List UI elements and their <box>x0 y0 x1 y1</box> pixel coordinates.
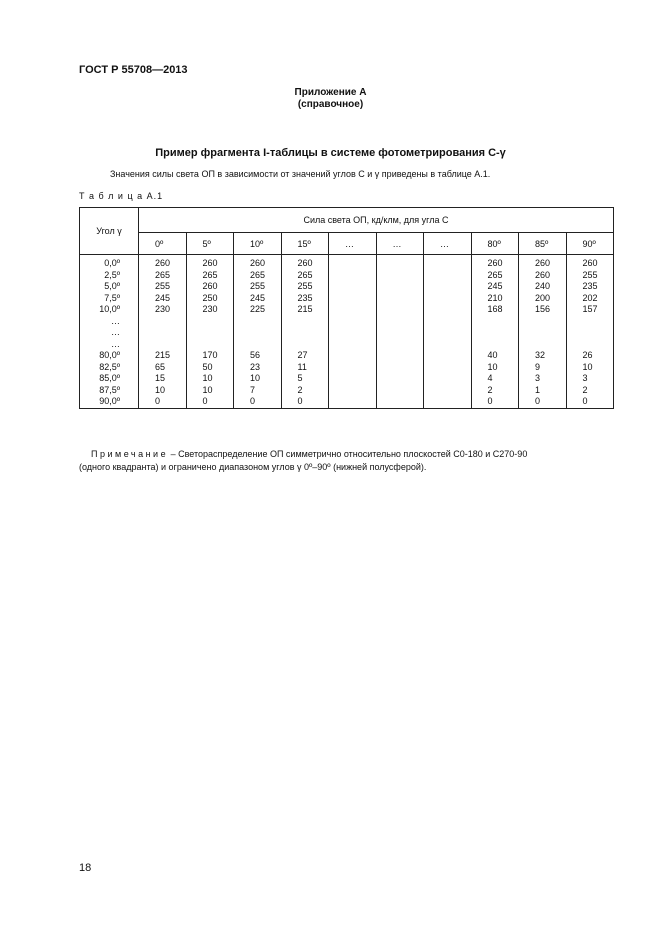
angle-header: Угол γ <box>80 208 139 255</box>
table-cell <box>519 327 567 339</box>
table-cell: 40 <box>471 350 519 362</box>
table-cell <box>424 385 472 397</box>
table-cell <box>424 281 472 293</box>
table-cell <box>329 396 377 408</box>
table-cell <box>566 327 614 339</box>
table-cell: 3 <box>566 373 614 385</box>
table-cell: 245 <box>471 281 519 293</box>
table-row <box>80 304 614 316</box>
table-cell: 245 <box>234 293 282 305</box>
example-title: Пример фрагмента I-таблицы в системе фотометрирования C-γ <box>155 147 506 159</box>
row-angle: 7,5º <box>80 293 139 305</box>
c-angle-header: 0º <box>139 233 187 255</box>
table-row <box>80 385 614 397</box>
table-cell <box>139 327 187 339</box>
table-cell <box>471 339 519 351</box>
table-cell: 168 <box>471 304 519 316</box>
table-cell: 260 <box>186 255 234 270</box>
page-number: 18 <box>79 862 92 874</box>
table-cell <box>329 293 377 305</box>
intensity-table <box>79 207 614 409</box>
table-cell <box>519 316 567 328</box>
table-cell: 65 <box>139 362 187 374</box>
table-row <box>80 350 614 362</box>
table-cell: 50 <box>186 362 234 374</box>
table-cell <box>234 316 282 328</box>
table-cell: 0 <box>186 396 234 408</box>
table-note <box>79 448 599 474</box>
c-angle-header: 90º <box>566 233 614 255</box>
table-cell <box>376 362 424 374</box>
table-cell: 265 <box>281 270 329 282</box>
row-angle: 85,0º <box>80 373 139 385</box>
table-cell: 225 <box>234 304 282 316</box>
table-cell <box>329 350 377 362</box>
table-cell <box>281 327 329 339</box>
table-cell: 23 <box>234 362 282 374</box>
table-description: Значения силы света ОП в зависимости от значений углов C и γ приведены в таблице А.1. <box>110 169 491 179</box>
table-cell <box>376 385 424 397</box>
table-cell: 245 <box>139 293 187 305</box>
table-row <box>80 362 614 374</box>
table-cell: 170 <box>186 350 234 362</box>
table-cell <box>424 293 472 305</box>
table-cell: 250 <box>186 293 234 305</box>
table-cell: 265 <box>186 270 234 282</box>
table-cell <box>329 339 377 351</box>
table-cell <box>424 339 472 351</box>
document-id: ГОСТ Р 55708—2013 <box>79 64 188 76</box>
table-cell <box>471 316 519 328</box>
table-cell: 215 <box>281 304 329 316</box>
table-cell <box>329 270 377 282</box>
table-row <box>80 281 614 293</box>
table-cell <box>329 304 377 316</box>
table-cell: 265 <box>139 270 187 282</box>
table-cell: 255 <box>139 281 187 293</box>
table-cell <box>329 255 377 270</box>
table-cell: 215 <box>139 350 187 362</box>
table-cell: 260 <box>566 255 614 270</box>
table-cell <box>376 270 424 282</box>
row-angle: … <box>80 316 139 328</box>
table-cell: 0 <box>234 396 282 408</box>
table-cell <box>329 316 377 328</box>
table-cell: 260 <box>471 255 519 270</box>
table-cell <box>376 304 424 316</box>
table-cell: 0 <box>519 396 567 408</box>
row-angle: 80,0º <box>80 350 139 362</box>
table-cell <box>329 362 377 374</box>
table-cell: 200 <box>519 293 567 305</box>
table-cell <box>424 304 472 316</box>
table-row <box>80 373 614 385</box>
table-cell: 2 <box>471 385 519 397</box>
table-cell: 7 <box>234 385 282 397</box>
row-angle: 87,5º <box>80 385 139 397</box>
row-angle: 5,0º <box>80 281 139 293</box>
table-cell <box>186 316 234 328</box>
table-cell <box>186 327 234 339</box>
table-row <box>80 396 614 408</box>
table-cell: 210 <box>471 293 519 305</box>
table-cell: 255 <box>234 281 282 293</box>
row-angle: … <box>80 327 139 339</box>
table-cell: 230 <box>186 304 234 316</box>
row-angle: 10,0º <box>80 304 139 316</box>
table-cell: 235 <box>281 293 329 305</box>
annex-subtitle: (справочное) <box>297 99 364 110</box>
table-cell: 10 <box>566 362 614 374</box>
table-cell <box>424 373 472 385</box>
table-cell: 2 <box>566 385 614 397</box>
row-angle: … <box>80 339 139 351</box>
c-angle-header: … <box>424 233 472 255</box>
c-angle-header: 10º <box>234 233 282 255</box>
table-cell <box>234 339 282 351</box>
table-cell: 240 <box>519 281 567 293</box>
table-cell <box>519 339 567 351</box>
table-cell: 157 <box>566 304 614 316</box>
table-row <box>80 293 614 305</box>
table-cell <box>376 350 424 362</box>
table-cell <box>139 339 187 351</box>
table-cell: 260 <box>186 281 234 293</box>
table-cell <box>376 293 424 305</box>
table-cell: 9 <box>519 362 567 374</box>
row-angle: 0,0º <box>80 255 139 270</box>
table-cell: 156 <box>519 304 567 316</box>
table-cell: 10 <box>186 385 234 397</box>
table-cell <box>471 327 519 339</box>
c-angle-header: 85º <box>519 233 567 255</box>
table-cell <box>281 316 329 328</box>
table-cell: 255 <box>281 281 329 293</box>
table-cell: 235 <box>566 281 614 293</box>
note-label: Примечание <box>91 449 169 459</box>
table-cell: 2 <box>281 385 329 397</box>
table-row <box>80 339 614 351</box>
table-cell: 10 <box>186 373 234 385</box>
table-cell: 4 <box>471 373 519 385</box>
table-cell: 230 <box>139 304 187 316</box>
table-label: Т а б л и ц а А.1 <box>79 191 164 201</box>
c-angle-header: 15º <box>281 233 329 255</box>
table-row <box>80 327 614 339</box>
table-cell: 260 <box>519 255 567 270</box>
table-cell: 265 <box>234 270 282 282</box>
table-cell: 202 <box>566 293 614 305</box>
table-cell: 265 <box>471 270 519 282</box>
table-cell <box>139 316 187 328</box>
table-cell: 1 <box>519 385 567 397</box>
row-angle: 90,0º <box>80 396 139 408</box>
table-cell: 11 <box>281 362 329 374</box>
note-text-line1: – Светораспределение ОП симметрично относительно плоскостей C0-180 и C270-90 <box>170 449 528 459</box>
table-cell <box>376 373 424 385</box>
table-cell: 27 <box>281 350 329 362</box>
table-cell: 0 <box>566 396 614 408</box>
table-cell: 5 <box>281 373 329 385</box>
c-angle-header: 5º <box>186 233 234 255</box>
table-cell: 10 <box>139 385 187 397</box>
table-cell <box>234 327 282 339</box>
table-cell <box>566 339 614 351</box>
table-cell <box>376 327 424 339</box>
note-text-line2: (одного квадранта) и ограничено диапазоном углов γ 0º–90º (нижней полусферой). <box>79 462 427 472</box>
table-cell: 0 <box>471 396 519 408</box>
table-cell <box>424 270 472 282</box>
table-cell: 260 <box>281 255 329 270</box>
row-angle: 82,5º <box>80 362 139 374</box>
table-cell <box>424 350 472 362</box>
table-row <box>80 270 614 282</box>
table-row <box>80 255 614 270</box>
table-cell <box>376 316 424 328</box>
table-cell: 0 <box>139 396 187 408</box>
table-cell <box>424 362 472 374</box>
table-cell <box>376 339 424 351</box>
table-cell: 0 <box>281 396 329 408</box>
table-cell <box>329 327 377 339</box>
group-header: Сила света ОП, кд/клм, для угла C <box>139 208 614 233</box>
table-cell <box>376 255 424 270</box>
table-cell: 10 <box>234 373 282 385</box>
table-cell <box>424 255 472 270</box>
c-angle-header: … <box>376 233 424 255</box>
c-angle-header: … <box>329 233 377 255</box>
table-cell: 260 <box>519 270 567 282</box>
table-cell <box>424 316 472 328</box>
table-cell: 260 <box>234 255 282 270</box>
table-cell <box>329 385 377 397</box>
annex-title: Приложение А <box>294 87 367 98</box>
table-cell <box>566 316 614 328</box>
table-cell <box>186 339 234 351</box>
table-cell: 15 <box>139 373 187 385</box>
table-cell: 3 <box>519 373 567 385</box>
table-cell <box>376 396 424 408</box>
table-cell <box>281 339 329 351</box>
c-angle-header: 80º <box>471 233 519 255</box>
table-cell <box>329 281 377 293</box>
row-angle: 2,5º <box>80 270 139 282</box>
table-row <box>80 316 614 328</box>
table-cell <box>329 373 377 385</box>
table-cell <box>376 281 424 293</box>
table-cell: 10 <box>471 362 519 374</box>
table-cell <box>424 396 472 408</box>
table-cell: 26 <box>566 350 614 362</box>
table-cell <box>424 327 472 339</box>
table-cell: 260 <box>139 255 187 270</box>
table-cell: 32 <box>519 350 567 362</box>
table-cell: 255 <box>566 270 614 282</box>
table-cell: 56 <box>234 350 282 362</box>
